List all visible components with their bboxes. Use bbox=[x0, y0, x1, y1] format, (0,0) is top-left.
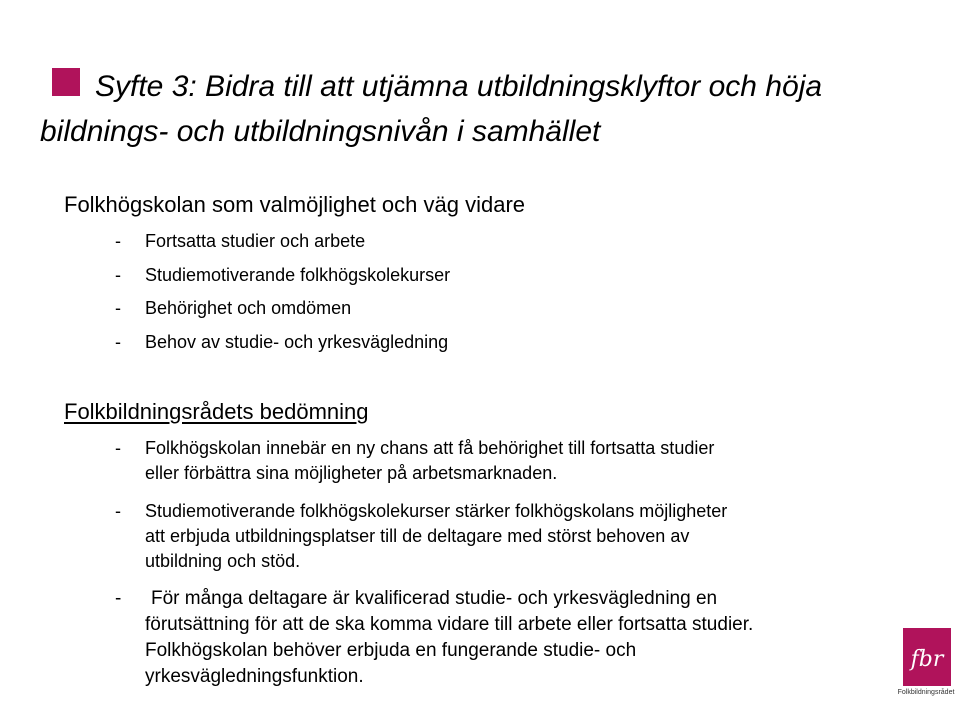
dash-bullet: - bbox=[115, 438, 121, 458]
folkbildningsradet-logo bbox=[895, 628, 957, 702]
list-item-line: förutsättning för att de ska komma vidare till arbete eller fortsatta studier. bbox=[145, 614, 754, 635]
logo-mark bbox=[903, 628, 951, 686]
logo-monogram-text: fbr bbox=[910, 647, 944, 672]
section-heading-valmojlighet: Folkhögskolan som valmöjlighet och väg vidare bbox=[64, 192, 526, 217]
slide-title bbox=[0, 64, 940, 154]
list-item-line: utbildning och stöd. bbox=[145, 551, 301, 571]
list-item-line: Studiemotiverande folkhögskolekurser stärker folkhögskolans möjligheter bbox=[145, 501, 728, 521]
list-item-line bbox=[145, 586, 885, 612]
list-item-text bbox=[145, 436, 885, 486]
list-item-line: Folkhögskolan innebär en ny chans att få behörighet till fortsatta studier bbox=[145, 438, 715, 458]
slide-title-line-1: Syfte 3: Bidra till att utjämna utbildningsklyftor och höja bbox=[95, 70, 823, 103]
dash-bullet: - bbox=[115, 332, 121, 352]
list-item-line-text: För många deltagare är kvalificerad studie- och yrkesvägledning en bbox=[151, 588, 718, 609]
dash-bullet: - bbox=[115, 231, 121, 251]
logo-caption: Folkbildningsrådet bbox=[897, 689, 955, 696]
dash-bullet: - bbox=[115, 298, 121, 318]
list-item-text: Studiemotiverande folkhögskolekurser bbox=[145, 265, 451, 285]
list-item-text bbox=[145, 586, 885, 690]
slide-title-line-2: bildnings- och utbildningsnivån i samhället bbox=[40, 115, 601, 148]
list-item-text: Behov av studie- och yrkesvägledning bbox=[145, 332, 449, 352]
section-heading-bedomning: Folkbildningsrådets bedömning bbox=[64, 399, 369, 424]
dash-bullet: - bbox=[115, 588, 122, 609]
fbr-monogram-icon bbox=[903, 628, 951, 686]
dash-bullet: - bbox=[115, 501, 121, 521]
list-item-line: yrkesvägledningsfunktion. bbox=[145, 666, 364, 687]
list-item-line: eller förbättra sina möjligheter på arbetsmarknaden. bbox=[145, 463, 558, 483]
list-item-text: Fortsatta studier och arbete bbox=[145, 231, 366, 251]
dash-bullet: - bbox=[115, 265, 121, 285]
list-item-line: att erbjuda utbildningsplatser till de deltagare med störst behoven av bbox=[145, 526, 690, 546]
list-item-text bbox=[145, 499, 885, 574]
list-item-line: Folkhögskolan behöver erbjuda en fungerande studie- och bbox=[145, 640, 637, 661]
list-item-text: Behörighet och omdömen bbox=[145, 298, 352, 318]
